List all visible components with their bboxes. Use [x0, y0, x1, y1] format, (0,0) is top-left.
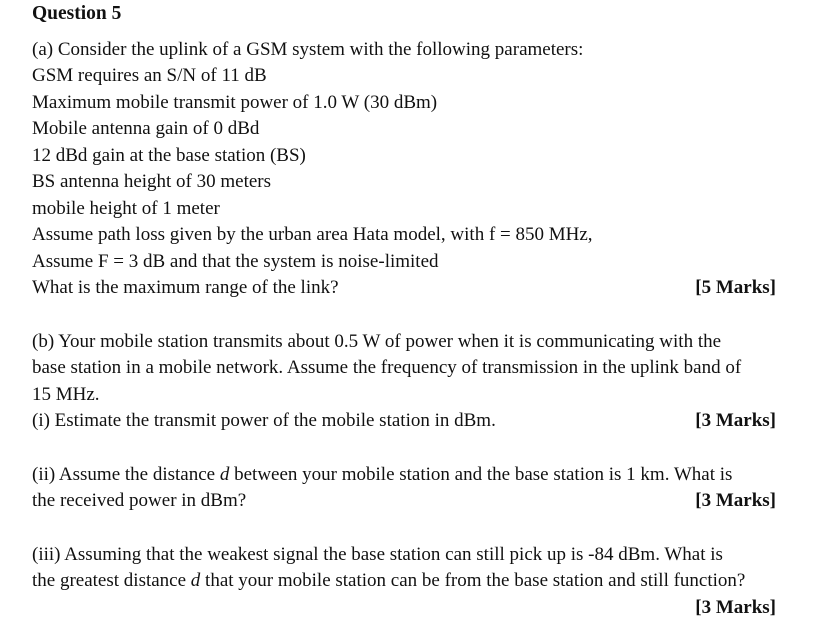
part-b-ii-text-after: between your mobile station and the base station is 1 km. What is [229, 464, 733, 485]
part-a-line-4: Mobile antenna gain of 0 dBd [32, 118, 260, 139]
part-b-i-text: (i) Estimate the transmit power of the mobile station in dBm. [32, 410, 496, 431]
part-a-line-3: Maximum mobile transmit power of 1.0 W (30 dBm) [32, 92, 438, 113]
part-b-iii-line-1: (iii) Assuming that the weakest signal the base station can still pick up is -84 dBm. What is [32, 544, 723, 565]
part-b-ii-marks: [3 Marks] [695, 490, 776, 511]
part-a-line-7: mobile height of 1 meter [32, 198, 220, 219]
part-a-line-1: (a) Consider the uplink of a GSM system with the following parameters: [32, 39, 584, 60]
part-b-ii-var-d: d [219, 464, 230, 485]
part-b-iii-line-2 [32, 569, 745, 593]
part-b-iii-text-before: the greatest distance [32, 570, 191, 591]
part-b-i-marks: [3 Marks] [695, 410, 776, 431]
part-b-line-1: (b) Your mobile station transmits about 0.5 W of power when it is communicating with the [32, 331, 722, 352]
part-a-line-6: BS antenna height of 30 meters [32, 171, 272, 192]
part-b-line-3: 15 MHz. [32, 384, 100, 405]
part-a-line-5: 12 dBd gain at the base station (BS) [32, 145, 306, 166]
part-b-iii-marks: [3 Marks] [695, 597, 776, 618]
question-title: Question 5 [32, 3, 122, 24]
part-a-line-8: Assume path loss given by the urban area Hata model, with f = 850 MHz, [32, 224, 593, 245]
part-b-ii-line-2: the received power in dBm? [32, 490, 247, 511]
part-a-marks: [5 Marks] [695, 277, 776, 298]
part-a-line-10: What is the maximum range of the link? [32, 277, 339, 298]
part-b-line-2: base station in a mobile network. Assume the frequency of transmission in the uplink band of [32, 357, 742, 378]
part-b-ii-text-before: (ii) Assume the distance [32, 464, 220, 485]
part-b-iii-text-after: that your mobile station can be from the base station and still function? [200, 570, 746, 591]
part-a-line-2: GSM requires an S/N of 11 dB [32, 65, 267, 86]
part-b-iii-var-d: d [190, 570, 201, 591]
part-a-line-9: Assume F = 3 dB and that the system is noise-limited [32, 251, 439, 272]
part-b-ii-line-1 [32, 463, 732, 487]
